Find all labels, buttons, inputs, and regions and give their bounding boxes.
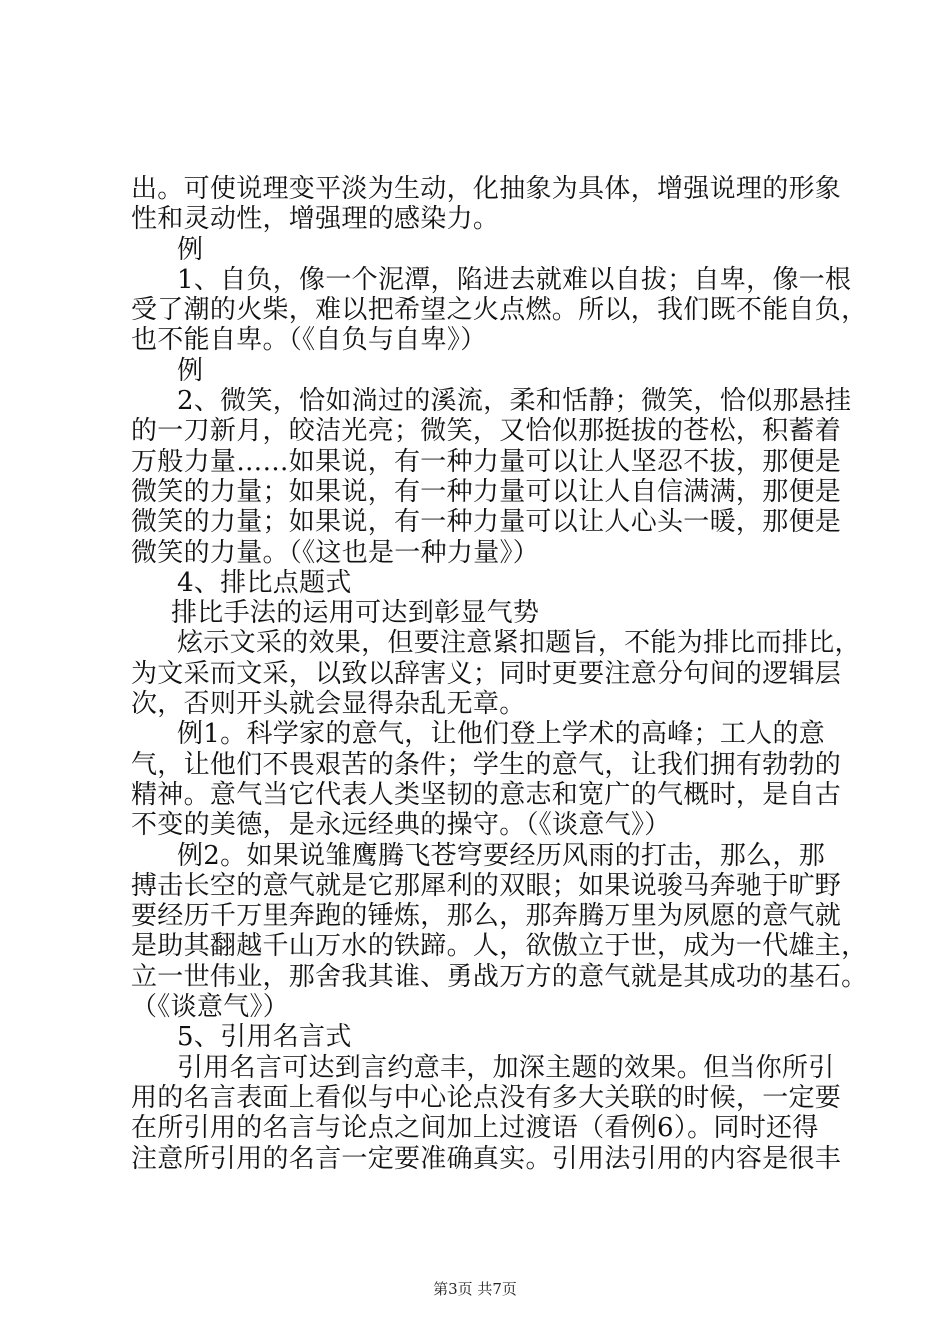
text-line: 的一刀新月，皎洁光亮；微笑，又恰似那挺拔的苍松，积蓄着 <box>131 416 842 447</box>
text-line: 在所引用的名言与论点之间加上过渡语（看例6）。同时还得 <box>131 1113 819 1144</box>
text-line: 为文采而文采，以致以辞害义；同时更要注意分句间的逻辑层 <box>131 658 842 689</box>
text-line: 是助其翻越千山万水的铁蹄。人，欲傲立于世，成为一代雄主， <box>131 931 868 962</box>
text-line: 用的名言表面上看似与中心论点没有多大关联的时候，一定要 <box>131 1082 842 1113</box>
text-line: 不变的美德，是永远经典的操守。（《谈意气》） <box>131 810 671 841</box>
text-line: 1、自负，像一个泥潭，陷进去就难以自拔；自卑，像一根 <box>177 264 852 295</box>
text-line: 炫示文采的效果，但要注意紧扣题旨，不能为排比而排比， <box>177 628 861 659</box>
text-line: 搏击长空的意气就是它那犀利的双眼；如果说骏马奔驰于旷野 <box>131 870 842 901</box>
text-line: 2、微笑，恰如淌过的溪流，柔和恬静；微笑，恰似那悬挂 <box>177 386 852 417</box>
text-line: 立一世伟业，那舍我其谁、勇战万方的意气就是其成功的基石。 <box>131 961 868 992</box>
page-footer: 第3页 共7页 <box>433 1280 517 1298</box>
text-line: 排比手法的运用可达到彰显气势 <box>171 598 540 629</box>
text-line: 气，让他们不畏艰苦的条件；学生的意气，让我们拥有勃勃的 <box>131 749 842 780</box>
text-line: 受了潮的火柴，难以把希望之火点燃。所以，我们既不能自负， <box>131 295 868 326</box>
text-line: 注意所引用的名言一定要准确真实。引用法引用的内容是很丰 <box>131 1143 842 1174</box>
text-line: 出。可使说理变平淡为生动，化抽象为具体，增强说理的形象 <box>131 174 842 204</box>
section-heading: 4、排比点题式 <box>177 567 352 598</box>
text-line: 精神。意气当它代表人类坚韧的意志和宽广的气概时，是自古 <box>131 779 842 810</box>
text-line: 引用名言可达到言约意丰，加深主题的效果。但当你所引 <box>177 1052 835 1083</box>
text-line: 要经历千万里奔跑的锤炼，那么，那奔腾万里为夙愿的意气就 <box>131 901 842 932</box>
section-heading: 5、引用名言式 <box>177 1022 352 1053</box>
text-line: 例 <box>177 355 204 386</box>
text-line: 例2。如果说雏鹰腾飞苍穹要经历风雨的打击，那么，那 <box>177 840 826 871</box>
text-line: 微笑的力量。（《这也是一种力量》） <box>131 537 540 568</box>
text-line: 微笑的力量；如果说，有一种力量可以让人自信满满，那便是 <box>131 476 842 507</box>
text-line: 也不能自卑。（《自负与自卑》） <box>131 325 487 356</box>
text-line: 次，否则开头就会显得杂乱无章。 <box>131 689 526 720</box>
text-line: 例 <box>177 234 204 265</box>
text-line: 性和灵动性，增强理的感染力。 <box>131 204 500 235</box>
text-line: 万般力量……如果说，有一种力量可以让人坚忍不拔，那便是 <box>131 446 842 477</box>
text-line: 例1。科学家的意气，让他们登上学术的高峰；工人的意 <box>177 719 826 750</box>
text-line: （《谈意气》） <box>131 992 290 1023</box>
text-line: 微笑的力量；如果说，有一种力量可以让人心头一暖，那便是 <box>131 507 842 538</box>
body-text <box>131 174 868 1174</box>
